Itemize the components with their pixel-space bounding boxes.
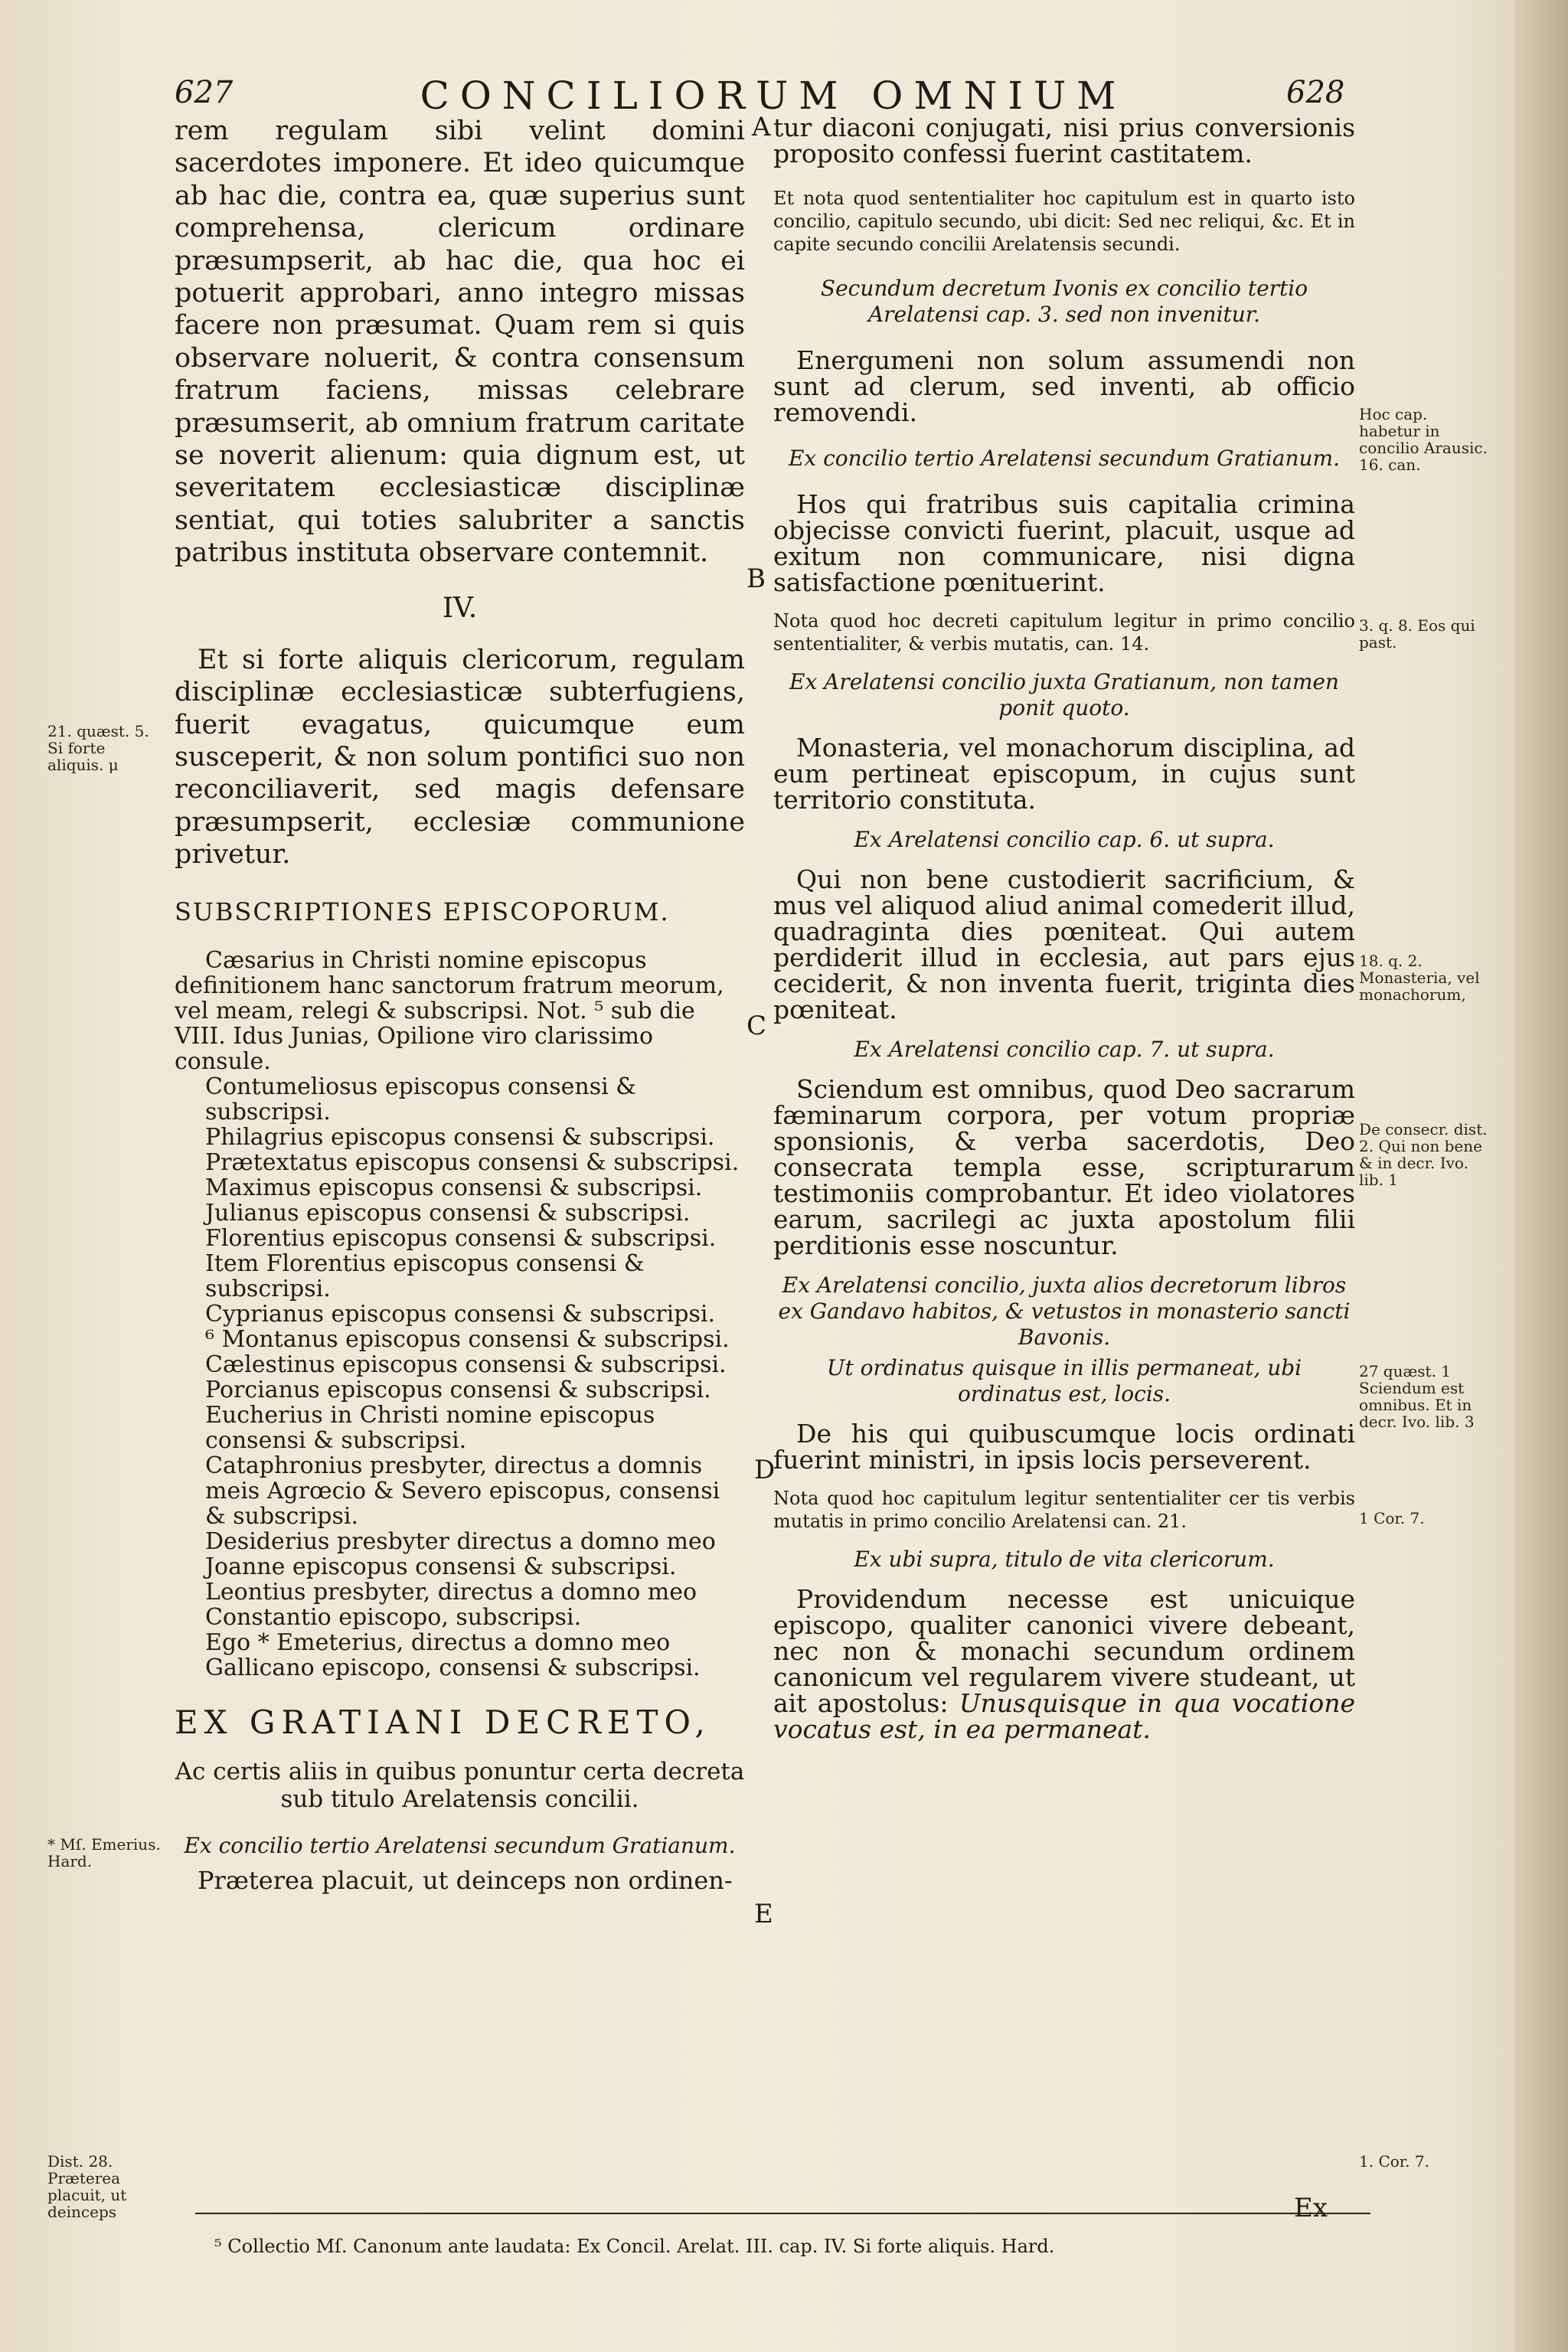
section-letter: B (746, 564, 766, 594)
source-heading: Ex Arelatensi concilio, juxta alios decretorum libros ex Gandavo habitos, & vetustos in monasterio sancti Bavonis. (778, 1272, 1351, 1350)
margin-note-left: * Mſ. Emerius. Hard. (47, 1835, 161, 1870)
left-column (175, 115, 745, 1894)
right-column (773, 115, 1355, 1743)
canon-paragraph: Hos qui fratribus suis capitalia crimina objecisse convicti fuerint, placuit, usque ad exitum non communicare, nisi digna satisfactione pœnituerint. (773, 489, 1355, 597)
subscription-item: Ego * Emeterius, directus a domno meo Gallicano episcopo, consensi & subscripsi. (205, 1628, 701, 1681)
gratiani-text: Præterea placuit, ut deinceps non ordinen- (198, 1865, 733, 1895)
subscription-item: Maximus episcopus consensi & subscripsi. (205, 1174, 703, 1201)
margin-note-right: 18. q. 2. Monasteria, vel monachorum, (1359, 952, 1480, 1004)
note-paragraph: Nota quod hoc capitulum legitur sententialiter cer tis verbis mutatis in primo concilio Arelatensi can. 21. (773, 1488, 1355, 1532)
source-heading: Ex Arelatensi concilio cap. 6. ut supra. (854, 827, 1275, 852)
gratiani-heading: EX GRATIANI DECRETO, (175, 1703, 711, 1741)
canon-paragraph: Sciendum est omnibus, quod Deo sacrarum fæminarum corpora, per votum propriæ sponsionis, & verba sacerdotis, Deo consecrata templa esse, scripturarum testimoniis comprobantur. Et ideo violatores earum, sacrilegi ac juxta apostolum filii perditionis esse noscuntur. (773, 1074, 1355, 1260)
margin-note-right: 27 quæst. 1 Sciendum est omnibus. Et in decr. Ivo. lib. 3 (1359, 1362, 1475, 1431)
canon-paragraph (773, 1586, 1355, 1743)
margin-note-right: De consecr. dist. 2. Qui non bene & in decr. Ivo. lib. 1 (1359, 1120, 1488, 1189)
subscription-item: Item Florentius episcopus consensi & subscripsi. (205, 1250, 645, 1302)
margin-note-left: 21. quæst. 5. Si forte aliquis. μ (47, 722, 149, 774)
page-spine-shadow (1514, 0, 1568, 2352)
gratiani-source: Ex concilio tertio Arelatensi secundum Gratianum. (184, 1832, 736, 1858)
margin-note-right: 1. Cor. 7. (1359, 2152, 1429, 2171)
continuation-paragraph: tur diaconi conjugati, nisi prius conversionis proposito confessi fuerint castitatem. (773, 113, 1355, 168)
subscription-item: Prætextatus episcopus consensi & subscripsi. (205, 1148, 740, 1176)
subscription-item: Cyprianus episcopus consensi & subscripsi. (205, 1300, 715, 1328)
right-page-number: 628 (1286, 75, 1345, 110)
margin-note-left: Dist. 28. Præterea placuit, ut deinceps (47, 2152, 127, 2221)
canon-paragraph: De his qui quibuscumque locis ordinati fuerint ministri, in ipsis locis perseverent. (773, 1419, 1355, 1475)
subscriptions-list (175, 948, 745, 1681)
catchword: Ex (1294, 2193, 1328, 2223)
left-page-number: 627 (175, 75, 234, 110)
source-subheading: Ut ordinatus quisque in illis permaneat, ubi ordinatus est, locis. (826, 1355, 1302, 1406)
subscription-item: Cælestinus episcopus consensi & subscripsi. (205, 1351, 727, 1378)
section-iv-heading: IV. (442, 592, 478, 624)
source-heading: Ex ubi supra, titulo de vita clericorum. (854, 1547, 1275, 1572)
subscription-item: Philagrius episcopus consensi & subscripsi. (205, 1123, 715, 1151)
subscription-item: Leontius presbyter, directus a domno meo Constantio episcopo, subscripsi. (205, 1578, 697, 1631)
margin-note-right: Hoc cap. habetur in concilio Arausic. 16. can. (1359, 405, 1488, 474)
canon-quotation: Unusquisque in qua vocatione vocatus est, in ea permaneat. (773, 1688, 1355, 1744)
margin-note-right: 3. q. 8. Eos qui past. (1359, 616, 1475, 652)
subscription-item: Cataphronius presbyter, directus a domnis meis Agrœcio & Severo episcopus, consensi & subscripsi. (205, 1452, 720, 1530)
section-letter: C (746, 1011, 767, 1041)
canon-paragraph: Monasteria, vel monachorum disciplina, ad eum pertineat episcopum, in cujus sunt territorio constituta. (773, 733, 1355, 815)
subscriptions-heading: SUBSCRIPTIONES EPISCOPORUM. (175, 897, 670, 926)
subscription-item: ⁶ Montanus episcopus consensi & subscripsi. (205, 1325, 730, 1353)
source-heading: Secundum decretum Ivonis ex concilio tertio Arelatensi cap. 3. sed non invenitur. (820, 276, 1308, 327)
subscription-item: Desiderius presbyter directus a domno meo Joanne episcopus consensi & subscripsi. (205, 1527, 716, 1580)
footnote-rule (195, 2213, 1370, 2214)
subscription-item: Julianus episcopus consensi & subscripsi. (205, 1199, 691, 1227)
subscription-item: Eucherius in Christi nomine episcopus consensi & subscripsi. (205, 1401, 655, 1454)
subscription-item: Contumeliosus episcopus consensi & subscripsi. (205, 1073, 636, 1125)
section-letter: E (754, 1899, 773, 1929)
footnote: ⁵ Collectio Mſ. Canonum ante laudata: Ex Concil. Arelat. III. cap. IV. Si forte aliquis. Hard. (214, 2236, 1055, 2257)
section-letter: A (752, 112, 771, 142)
canon-iv-text: Et si forte aliquis clericorum, regulam disciplinæ ecclesiasticæ subterfugiens, fuerit evagatus, quicumque eum susceperit, & non solum pontifici suo non reconciliaverit, sed magis defensare præsumpserit, ecclesiæ communione privetur. (175, 644, 745, 871)
subscription-item: Florentius episcopus consensi & subscripsi. (205, 1224, 717, 1252)
margin-note-right: 1 Cor. 7. (1359, 1509, 1425, 1527)
canon-paragraph: Qui non bene custodierit sacrificium, & mus vel aliquod aliud animal comederit illud, quadraginta dies pœniteat. Qui autem perdiderit illud in ecclesia, aut pars ejus ceciderit, & non inventa fuerit, triginta dies pœniteat. (773, 864, 1355, 1024)
intro-paragraph: rem regulam sibi velint domini sacerdotes imponere. Et ideo quicumque ab hac die, contra ea, quæ superius sunt comprehensa, clericum ordinare præsumpserit, ab hac die, qua hoc ei potuerit approbari, anno integro missas facere non præsumat. Quam rem si quis observare noluerit, & contra consensum fratrum faciens, missas celebrare præsumserit, ab omnium fratrum caritate se noverit alienum: quia dignum est, ut severitatem ecclesiasticæ disciplinæ sentiat, qui toties salubriter a sanctis patribus instituta observare contemnit. (175, 116, 745, 569)
canon-text: Providendum necesse est unicuique episcopo, qualiter canonici vivere debeant, nec non & monachi secundum ordinem canonicum vel regularem vivere studeant, ut ait apostolus: (773, 1584, 1355, 1718)
note-paragraph: Et nota quod sententialiter hoc capitulum est in quarto isto concilio, capitulo secundo, ubi dicit: Sed nec reliqui, &c. Et in capite secundo concilii Arelatensis secundi. (773, 188, 1355, 255)
section-letter: D (754, 1455, 776, 1485)
canon-paragraph: Energumeni non solum assumendi non sunt ad clerum, sed inventi, ab officio removendi. (773, 345, 1355, 427)
note-paragraph: Nota quod hoc decreti capitulum legitur in primo concilio sententialiter, & verbis mutatis, can. 14. (773, 610, 1355, 655)
running-head: CONCILIORUM OMNIUM (420, 74, 1127, 118)
subscription-item: Cæsarius in Christi nomine episcopus definitionem hanc sanctorum fratrum meorum, vel meam, relegi & subscripsi. Not. ⁵ sub die VIII. Idus Junias, Opilione viro clarissimo consule. (175, 946, 724, 1075)
gratiani-intro: Ac certis aliis in quibus ponuntur certa decreta sub titulo Arelatensis concilii. (175, 1757, 745, 1813)
source-heading: Ex Arelatensi concilio juxta Gratianum, non tamen ponit quoto. (789, 669, 1339, 720)
source-heading: Ex concilio tertio Arelatensi secundum Gratianum. (788, 446, 1341, 471)
subscription-item: Porcianus episcopus consensi & subscripsi. (205, 1376, 711, 1403)
source-heading: Ex Arelatensi concilio cap. 7. ut supra. (854, 1037, 1275, 1062)
